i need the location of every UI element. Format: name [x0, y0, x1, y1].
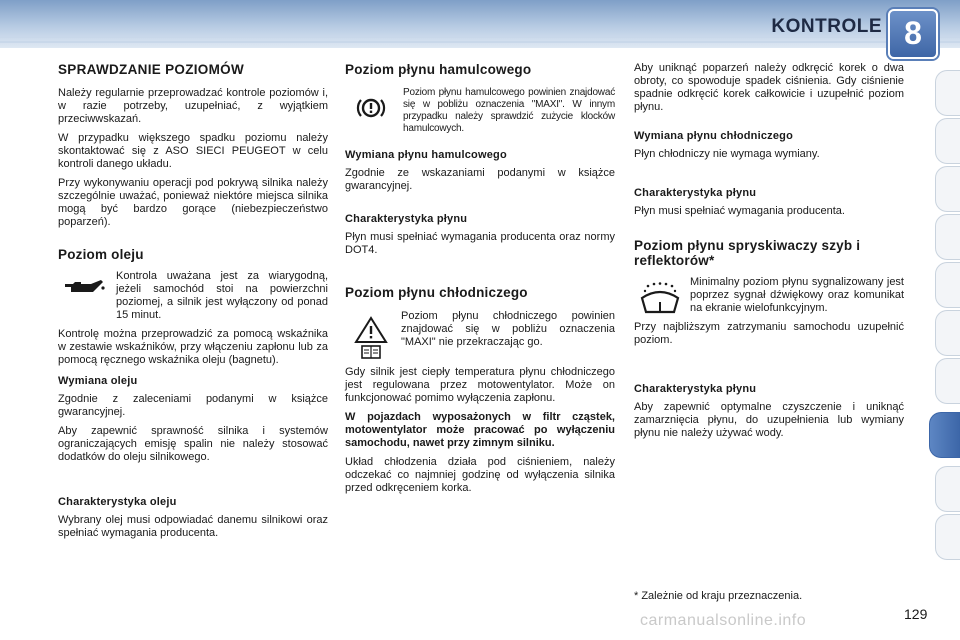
- washer-char-text: Aby zapewnić optymalne czyszczenie i uniknąć zamarznięcia płynu, do uzupełnienia lub wymiany płynu nie należy używać wody.: [634, 401, 904, 439]
- brake-icon-row: [345, 87, 615, 135]
- oil-change-text: Zgodnie z zaleceniami podanymi w książce gwarancyjnej.: [58, 393, 328, 418]
- coolant-icon-row: [345, 310, 615, 360]
- chapter-tabs: [930, 70, 960, 590]
- coolant-change-heading: Wymiana płynu chłodniczego: [634, 130, 794, 142]
- column-2: [345, 62, 615, 501]
- oil-icon-row: [58, 270, 328, 322]
- brake-fluid-heading: Poziom płynu hamulcowego: [345, 62, 532, 77]
- header-stripe: [0, 41, 960, 43]
- column-3: [634, 62, 904, 446]
- brake-change-heading: Wymiana płynu hamulcowego: [345, 149, 507, 161]
- windscreen-washer-icon: [634, 276, 686, 314]
- page-number: 129: [904, 606, 928, 622]
- chapter-tab[interactable]: [935, 310, 960, 356]
- intro-paragraph: W przypadku większego spadku poziomu należy skontaktować się z ASO SIECI PEUGEOT w celu kontroli danego układu.: [58, 132, 328, 170]
- oil-icon-text: Kontrola uważana jest za wiarygodną, jeżeli samochód stoi na powierzchni poziomej, a silnik jest wyłączony od ponad 15 minut.: [116, 270, 328, 321]
- oil-char-heading: Charakterystyka oleju: [58, 496, 177, 508]
- brake-change-text: Zgodnie ze wskazaniami podanymi w książce gwarancyjnej.: [345, 167, 615, 192]
- intro-paragraph: Przy wykonywaniu operacji pod pokrywą silnika należy szczególnie uważać, ponieważ niektóre miejsca silnika mogą być bardzo gorące (niebezpieczeństwo poparzeń).: [58, 177, 328, 228]
- oil-change-heading: Wymiana oleju: [58, 375, 138, 387]
- coolant-bold-text: W pojazdach wyposażonych w filtr cząstek, motowentylator może pracować po wyłączeniu samochodu, nawet przy zimnym silniku.: [345, 411, 615, 449]
- coolant-text: Gdy silnik jest ciepły temperatura płynu chłodniczego jest regulowana przez motowentylator. Może on funkcjonować pomimo wyłączenia zapłonu.: [345, 366, 615, 404]
- washer-char-heading: Charakterystyka płynu: [634, 383, 757, 395]
- oil-can-icon: [58, 270, 110, 298]
- chapter-tab[interactable]: [935, 262, 960, 308]
- coolant-continued-text: Aby uniknąć poparzeń należy odkręcić korek o dwa obroty, co spowoduje spadek ciśnienia. Gdy ciśnienie spadnie odkręcić korek całkowicie i uzupełnić poziom płynu.: [634, 62, 904, 113]
- chapter-number-badge: 8: [888, 9, 938, 59]
- coolant-char-text: Płyn musi spełniać wymagania producenta.: [634, 205, 845, 217]
- coolant-change-text: Płyn chłodniczy nie wymaga wymiany.: [634, 148, 820, 160]
- washer-icon-row: [634, 276, 904, 315]
- washer-icon-text: Minimalny poziom płynu sygnalizowany jest poprzez sygnał dźwiękowy oraz komunikat na ekranie wielofunkcyjnym.: [690, 276, 904, 314]
- chapter-tab[interactable]: [935, 166, 960, 212]
- brake-char-heading: Charakterystyka płynu: [345, 213, 468, 225]
- brake-warning-icon: [345, 87, 397, 123]
- intro-paragraph: Należy regularnie przeprowadzać kontrole poziomów i, w razie potrzeby, uzupełniać, z wyjątkiem przeciwwskazań.: [58, 87, 328, 125]
- chapter-tab[interactable]: [935, 70, 960, 116]
- footnote: * Zależnie od kraju przeznaczenia.: [634, 590, 803, 602]
- coolant-warning-icon: [345, 310, 397, 360]
- chapter-tab[interactable]: [935, 214, 960, 260]
- oil-change-text: Aby zapewnić sprawność silnika i systemów ograniczających emisję spalin nie należy stosować dodatków do oleju silnikowego.: [58, 425, 328, 463]
- brake-icon-text: Poziom płynu hamulcowego powinien znajdować się w pobliżu oznaczenia "MAXI". W innym przypadku należy sprawdzić zużycie klocków hamulcowych.: [403, 87, 615, 134]
- chapter-tab-active[interactable]: [929, 412, 960, 458]
- watermark: carmanualsonline.info: [640, 612, 807, 629]
- header-band: [0, 0, 960, 48]
- chapter-tab[interactable]: [935, 118, 960, 164]
- coolant-char-heading: Charakterystyka płynu: [634, 187, 757, 199]
- brake-char-text: Płyn musi spełniać wymagania producenta oraz normy DOT4.: [345, 231, 615, 256]
- oil-text: Kontrolę można przeprowadzić za pomocą wskaźnika w zestawie wskaźników, przy włączeniu zapłonu lub za pomocą ręcznego wskaźnika oleju (bagnetu).: [58, 328, 328, 366]
- coolant-icon-text: Poziom płynu chłodniczego powinien znajdować się w pobliżu oznaczenia "MAXI" nie przekraczając go.: [401, 310, 615, 348]
- chapter-tab[interactable]: [935, 358, 960, 404]
- coolant-text-2: Układ chłodzenia działa pod ciśnieniem, należy odczekać co najmniej godzinę od wyłączenia silnika przed odkręceniem korka.: [345, 456, 615, 494]
- oil-char-text: Wybrany olej musi odpowiadać danemu silnikowi oraz spełniać wymagania producenta.: [58, 514, 328, 539]
- section-title-levels: SPRAWDZANIE POZIOMÓW: [58, 62, 244, 77]
- coolant-heading: Poziom płynu chłodniczego: [345, 285, 528, 300]
- chapter-tab[interactable]: [935, 514, 960, 560]
- oil-level-heading: Poziom oleju: [58, 247, 144, 262]
- washer-fluid-heading: Poziom płynu spryskiwaczy szyb i reflektorów*: [634, 238, 861, 268]
- chapter-tab[interactable]: [935, 466, 960, 512]
- washer-text: Przy najbliższym zatrzymaniu samochodu uzupełnić poziom.: [634, 321, 904, 346]
- chapter-title: KONTROLE: [771, 16, 882, 37]
- column-1: [58, 62, 328, 546]
